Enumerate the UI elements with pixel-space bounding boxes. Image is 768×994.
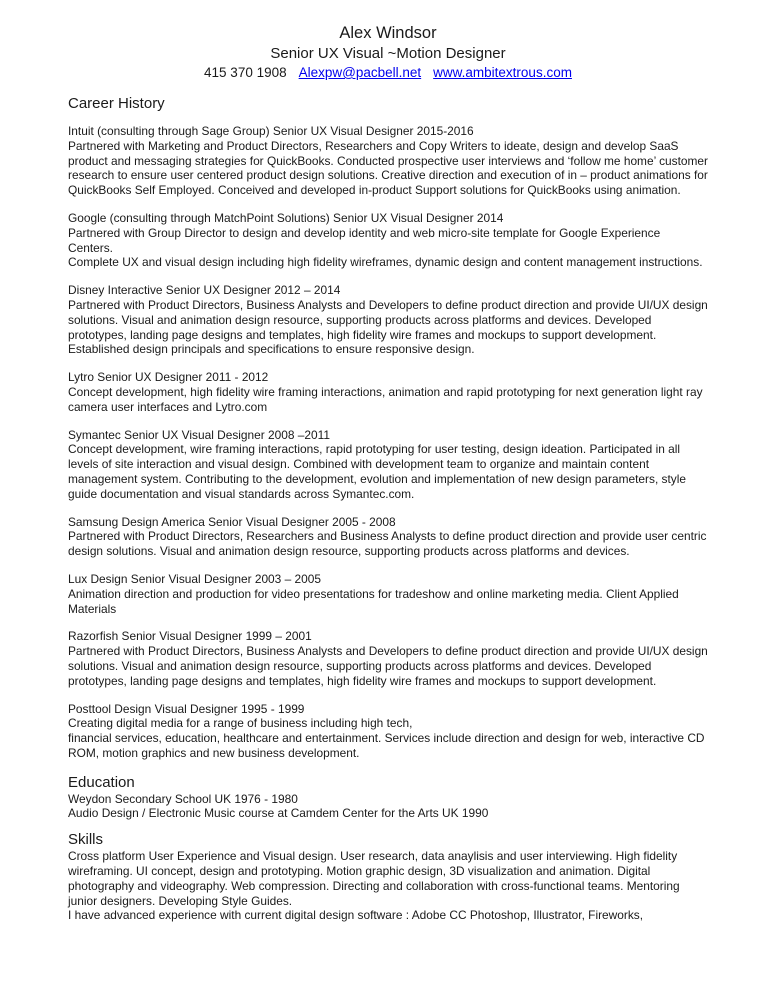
entry-description: Concept development, wire framing interactions, rapid prototyping for user testing, design ideation. Participated in all levels of site interaction and visual design. Combined with development team to organize and maintain content management system. Contributing to the development, evolution and implementation of new design parameters, style guide documentation and visual standards across Symantec.com.: [68, 442, 686, 501]
career-entry: [68, 428, 708, 502]
phone-number: 415 370 1908: [204, 65, 287, 80]
candidate-name: Alex Windsor: [339, 24, 437, 42]
email-link[interactable]: Alexpw@pacbell.net: [298, 65, 422, 80]
contact-line: [68, 64, 708, 82]
career-history-heading: Career History: [68, 95, 165, 112]
entry-description: Animation direction and production for video presentations for tradeshow and online marketing media. Client Applied Materials: [68, 586, 679, 616]
career-entry: [68, 515, 708, 559]
entry-description: Complete UX and visual design including high fidelity wireframes, dynamic design and content management instructions.: [68, 255, 703, 270]
education-item: Weydon Secondary School UK 1976 - 1980: [68, 791, 298, 806]
career-entry: [68, 629, 708, 688]
career-entry: [68, 211, 708, 270]
resume-header: [68, 22, 708, 82]
entry-title: Lytro Senior UX Designer 2011 - 2012: [68, 370, 269, 385]
education-section: [68, 774, 708, 822]
career-entry: [68, 283, 708, 357]
entry-description: Partnered with Product Directors, Researchers and Business Analysts to define product direction and provide user centric design solutions. Visual and animation design resource, supporting products across platforms and devices.: [68, 529, 707, 559]
entry-description: Partnered with Product Directors, Business Analysts and Developers to define product direction and provide UI/UX design solutions. Visual and animation design resource, supporting products across platforms and devices. Developed prototypes, landing page designs and templates, high fidelity wire frames and mockups to support development. Established design principals and specifications to ensure responsive design.: [68, 297, 708, 357]
skills-section: [68, 831, 708, 923]
career-history-section: [68, 94, 708, 761]
entry-title: Samsung Design America Senior Visual Designer 2005 - 2008: [68, 514, 396, 529]
software-experience-text: I have advanced experience with current digital design software : Adobe CC Photoshop, Illustrator, Fireworks,: [68, 908, 644, 923]
entry-description: Partnered with Product Directors, Business Analysts and Developers to define product direction and provide UI/UX design solutions. Visual and animation design resource, supporting products across platforms and devices. Developed prototypes, landing page designs and templates, high fidelity wire frames and mockups to support development.: [68, 644, 708, 688]
education-item: Audio Design / Electronic Music course at Camdem Center for the Arts UK 1990: [68, 806, 489, 821]
entry-title: Symantec Senior UX Visual Designer 2008 –2011: [68, 427, 330, 442]
resume-page: [68, 22, 708, 923]
entry-description: Partnered with Group Director to design and develop identity and web micro-site template for Google Experience Centers.: [68, 225, 661, 255]
entry-title: Google (consulting through MatchPoint Solutions) Senior UX Visual Designer 2014: [68, 210, 504, 225]
entry-title: Intuit (consulting through Sage Group) Senior UX Visual Designer 2015-2016: [68, 124, 474, 138]
entry-title: Lux Design Senior Visual Designer 2003 – 2005: [68, 571, 321, 586]
skills-text: Cross platform User Experience and Visual design. User research, data anaylisis and user interviewing. High fidelity wireframing. UI concept, design and prototyping. Motion graphic design, 3D visualization and animation. Digital photography and videography. Web compression. Directing and collaboration with cross-functional teams. Mentoring junior designers. Developing Style Guides.: [68, 849, 680, 908]
candidate-title: Senior UX Visual ~Motion Designer: [270, 45, 506, 62]
career-entry: [68, 572, 708, 616]
education-heading: Education: [68, 773, 135, 791]
entry-title: Razorfish Senior Visual Designer 1999 – 2001: [68, 629, 312, 644]
entry-description: Concept development, high fidelity wire framing interactions, animation and rapid prototyping for next generation light ray camera user interfaces and Lytro.com: [68, 384, 703, 414]
career-entry: [68, 702, 708, 761]
skills-heading: Skills: [68, 831, 104, 849]
entry-title: Disney Interactive Senior UX Designer 2012 – 2014: [68, 283, 341, 298]
entry-description: Creating digital media for a range of business including high tech,: [68, 716, 413, 731]
entry-title: Posttool Design Visual Designer 1995 - 1999: [68, 701, 305, 716]
entry-description: financial services, education, healthcare and entertainment. Services include direction and design for web, interactive CD ROM, motion graphics and new business development.: [68, 731, 705, 760]
career-entry: [68, 370, 708, 414]
entry-description: Partnered with Marketing and Product Directors, Researchers and Copy Writers to ideate, design and develop SaaS product and messaging strategies for QuickBooks. Conducted prospective user interviews and ‘follow me home’ customer research to ensure user centered product design solutions. Creative direction and execution of in – product animations for QuickBooks Self Employed. Conceived and developed in-product Support solutions for QuickBooks using animation.: [68, 138, 708, 198]
website-link[interactable]: www.ambitextrous.com: [433, 65, 572, 80]
career-entry: [68, 124, 708, 198]
